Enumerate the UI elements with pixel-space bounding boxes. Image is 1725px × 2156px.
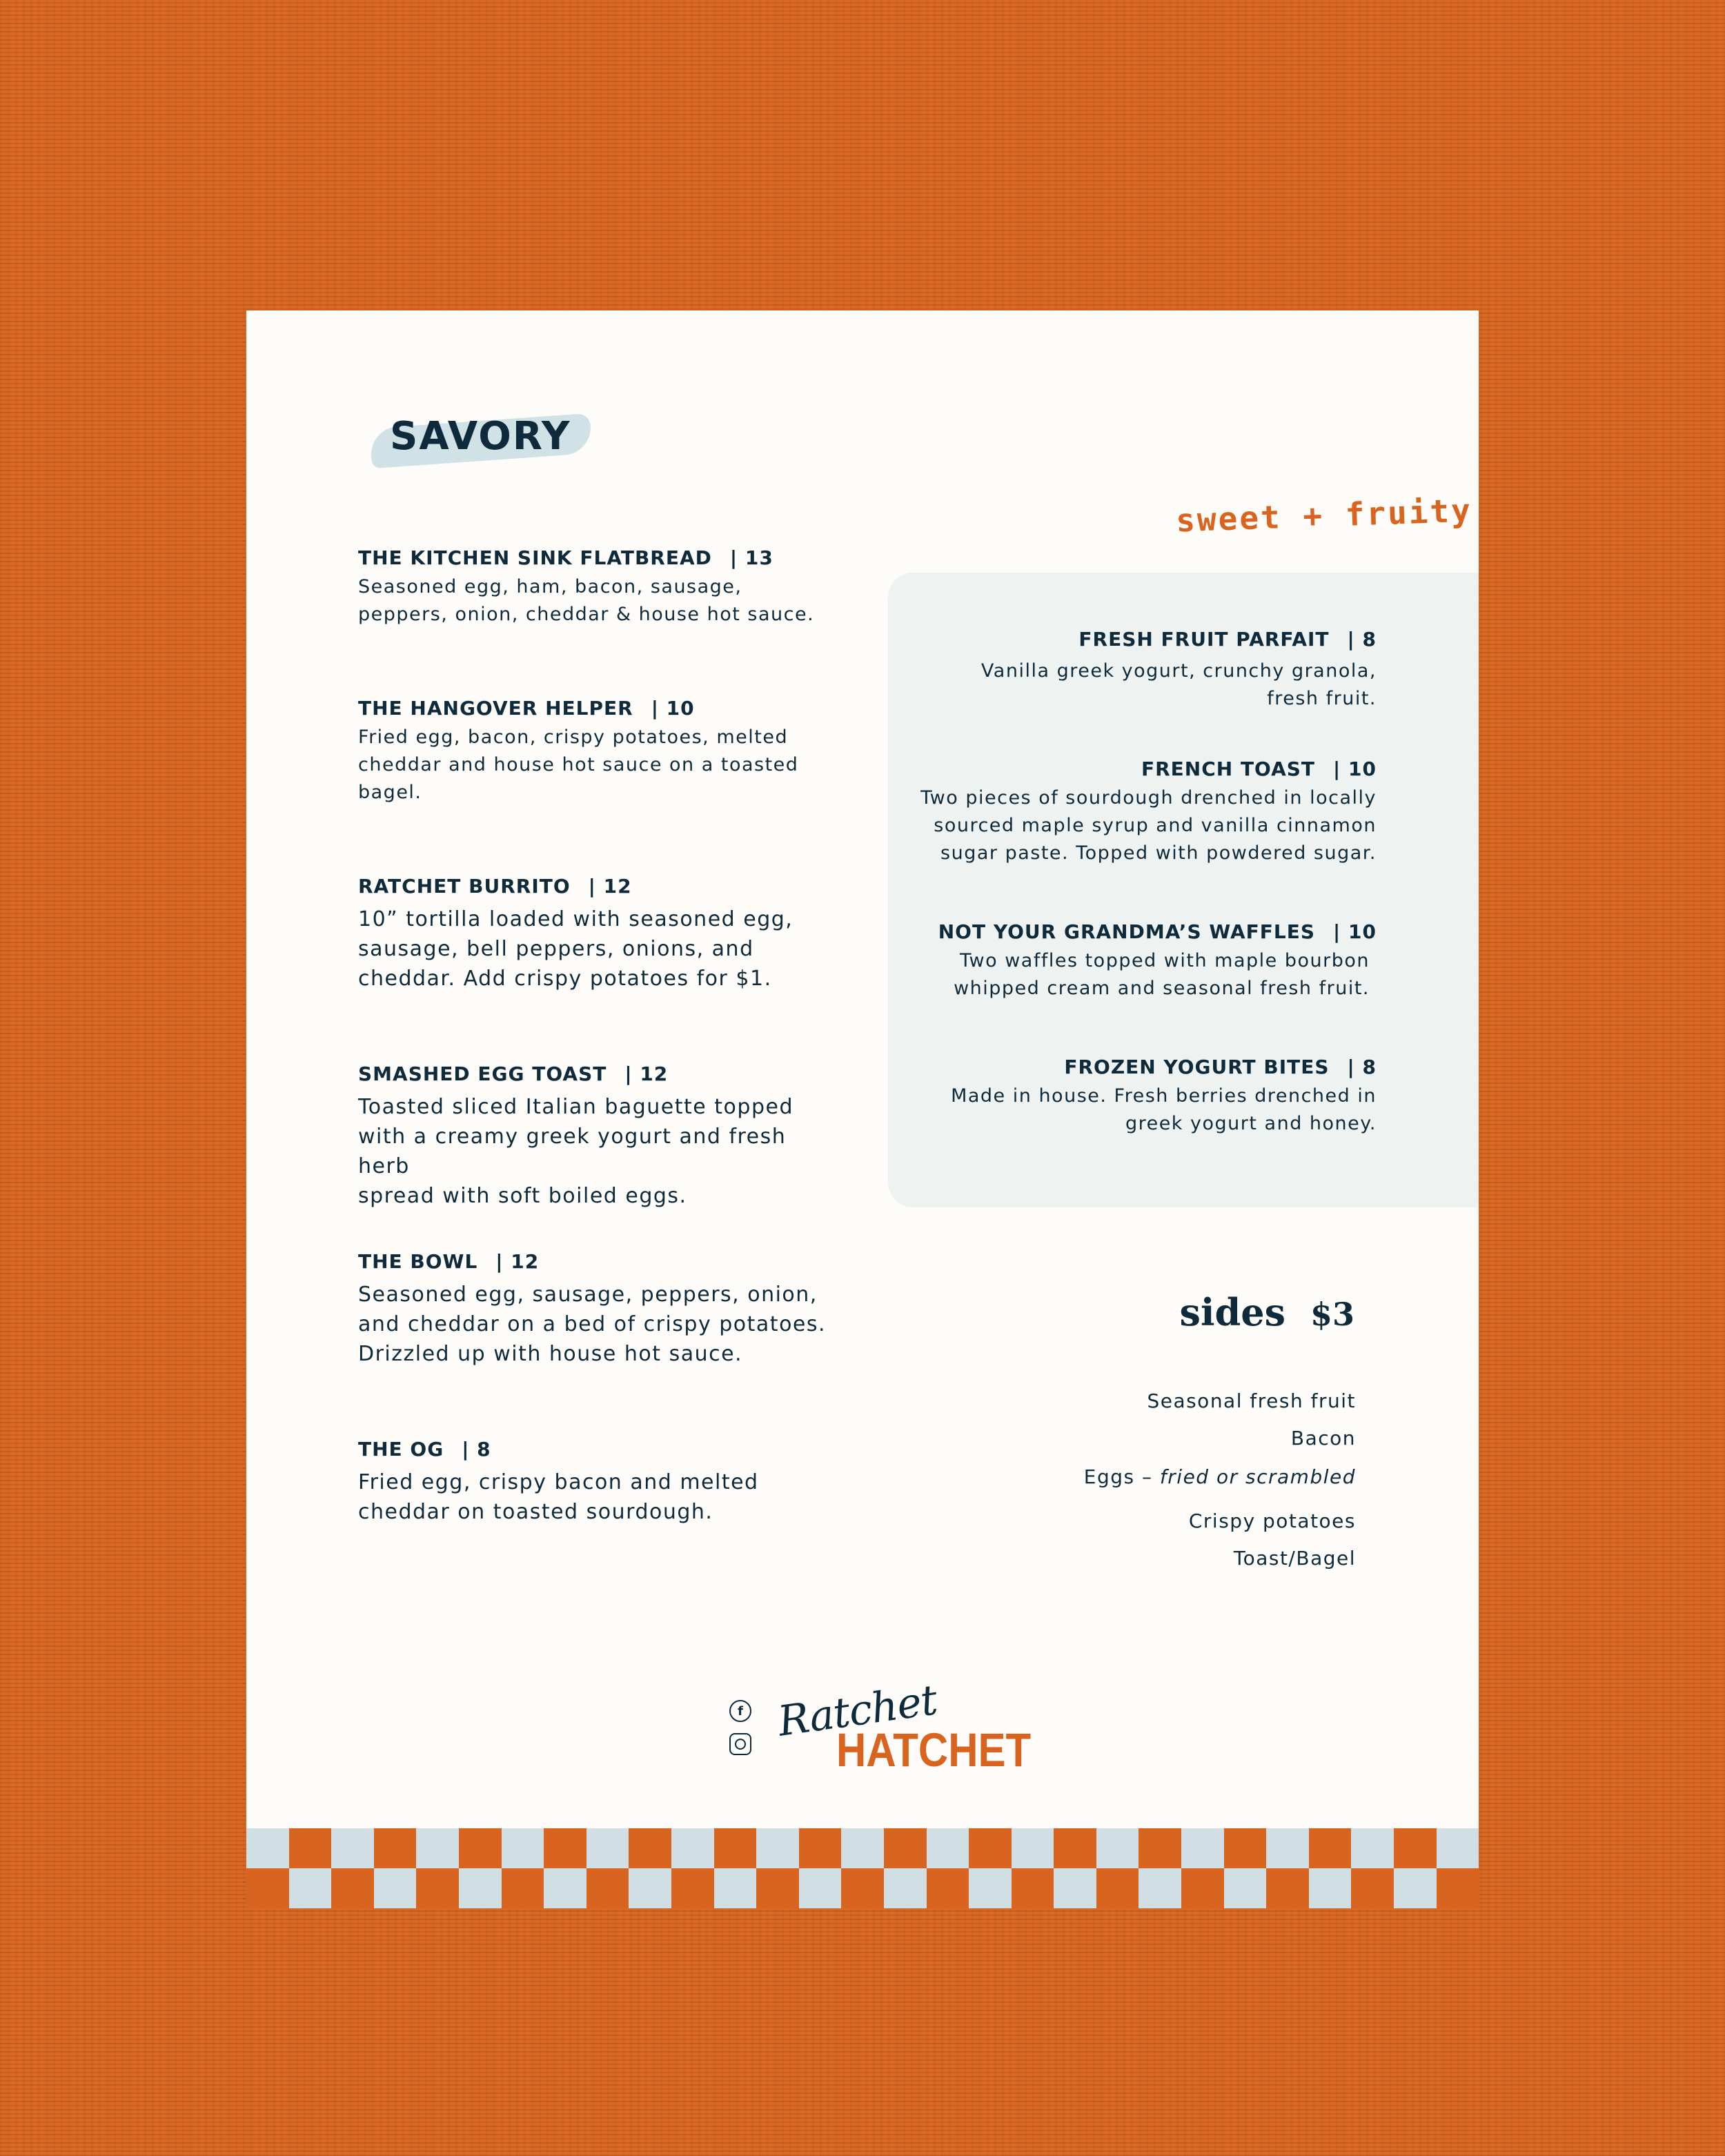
item-price: | 12 [495,1250,540,1273]
menu-item [894,758,1377,867]
sides-heading [1180,1290,1354,1334]
description-line: with a creamy greek yogurt and fresh herb [358,1125,787,1178]
facebook-icon[interactable]: f [729,1700,751,1722]
description-line: Two waffles topped with maple bourbon [959,950,1370,971]
item-title [358,546,841,569]
sides-price: $3 [1310,1296,1354,1333]
description-line: 10” tortilla loaded with seasoned egg, [358,907,793,931]
item-price: | 13 [729,546,773,569]
checker-cell [756,1828,799,1868]
description-line: sugar paste. Topped with powdered sugar. [940,842,1377,864]
checker-cell [927,1868,969,1908]
item-description [894,1082,1377,1138]
checker-cell [459,1868,502,1908]
item-price: | 10 [651,697,695,720]
checker-cell [1437,1828,1479,1868]
menu-item [894,920,1377,1002]
checker-cell [714,1868,757,1908]
checker-cell [289,1868,332,1908]
side-item-label: Eggs – [1083,1465,1160,1488]
menu-item [894,1056,1377,1138]
item-description [358,904,841,993]
checker-cell [374,1828,417,1868]
description-line: Vanilla greek yogurt, crunchy granola, [980,660,1377,682]
checker-cell [586,1828,629,1868]
checker-cell [1181,1868,1224,1908]
checker-cell [1266,1868,1309,1908]
item-title [894,758,1377,780]
checker-cell [1437,1868,1479,1908]
checker-cell [1012,1868,1054,1908]
checker-cell [1181,1828,1224,1868]
description-line: Made in house. Fresh berries drenched in [951,1085,1377,1107]
checker-cell [629,1828,671,1868]
logo-bold-text: HATCHET [836,1723,1032,1777]
checker-cell [586,1868,629,1908]
item-title [358,697,841,720]
item-title [894,628,1377,651]
menu-sheet [246,310,1479,1908]
item-name: THE OG [358,1438,444,1461]
item-title [894,1056,1377,1078]
checker-cell [1224,1868,1267,1908]
menu-item [358,1250,841,1369]
description-line: spread with soft boiled eggs. [358,1184,687,1208]
checker-cell [416,1868,459,1908]
checker-cell [1394,1828,1437,1868]
item-description [894,657,1377,713]
checker-cell [1054,1828,1096,1868]
checker-cell [374,1868,417,1908]
item-description [358,1280,841,1369]
checker-cell [1266,1828,1309,1868]
side-item [1084,1465,1356,1488]
checker-cell [927,1828,969,1868]
menu-item [358,697,841,807]
checker-cell [799,1828,842,1868]
checker-cell [756,1868,799,1908]
checker-cell [1012,1828,1054,1868]
instagram-icon[interactable] [729,1733,751,1755]
menu-item [358,875,841,993]
checker-cell [884,1828,927,1868]
description-line: Drizzled up with house hot sauce. [358,1342,743,1366]
item-price: | 12 [588,875,632,898]
checker-cell [884,1868,927,1908]
description-line: Fried egg, crispy bacon and melted [358,1470,759,1494]
checker-cell [1309,1868,1352,1908]
item-description [358,1467,841,1527]
checker-cell [1351,1868,1394,1908]
checker-cell [1224,1828,1267,1868]
side-item: Bacon [1290,1427,1356,1450]
description-line: fresh fruit. [1267,688,1377,709]
item-description [894,947,1377,1002]
checker-cell [841,1868,884,1908]
sides-title: sides [1179,1290,1285,1334]
checker-cell [246,1828,289,1868]
checker-cell [841,1828,884,1868]
description-line: Seasoned egg, sausage, peppers, onion, [358,1283,818,1307]
description-line: whipped cream and seasonal fresh fruit. [954,978,1370,999]
checker-cell [799,1868,842,1908]
description-line: sausage, bell peppers, onions, and [358,937,754,961]
checker-cell [459,1828,502,1868]
savory-heading: SAVORY [390,414,571,459]
item-price: | 12 [624,1062,669,1085]
item-price: | 10 [1333,758,1377,780]
description-line: and cheddar on a bed of crispy potatoes. [358,1312,827,1336]
checker-cell [1138,1828,1181,1868]
item-price: | 8 [1347,628,1377,651]
item-name: RATCHET BURRITO [358,875,571,898]
checker-cell [331,1868,374,1908]
logo-script-text: Ratchet [775,1676,940,1746]
checker-cell [502,1868,544,1908]
item-name: THE HANGOVER HELPER [358,697,633,720]
checker-cell [1351,1828,1394,1868]
description-line: cheddar and house hot sauce on a toasted [358,754,799,775]
item-name: FROZEN YOGURT BITES [1064,1056,1330,1078]
side-item: Crispy potatoes [1188,1510,1356,1532]
item-title [894,920,1377,943]
item-description [358,573,841,629]
checker-cell [1394,1868,1437,1908]
sweet-fruity-heading: sweet + fruity [1175,491,1473,540]
checker-cell [502,1828,544,1868]
description-line: Fried egg, bacon, crispy potatoes, melted [358,726,789,748]
item-name: FRESH FRUIT PARFAIT [1078,628,1330,651]
item-name: SMASHED EGG TOAST [358,1062,607,1085]
item-name: THE KITCHEN SINK FLATBREAD [358,546,712,569]
checker-cell [544,1868,586,1908]
item-price: | 10 [1333,920,1377,943]
checker-cell [246,1868,289,1908]
checker-cell [671,1868,714,1908]
checker-cell [671,1828,714,1868]
checker-cell [1138,1868,1181,1908]
item-title [358,1062,841,1085]
description-line: Seasoned egg, ham, bacon, sausage, [358,576,742,597]
item-description [358,724,841,807]
checkered-border [246,1828,1479,1908]
description-line: bagel. [358,782,422,803]
description-line: Toasted sliced Italian baguette topped [358,1095,793,1119]
menu-item [358,546,841,629]
description-line: peppers, onion, cheddar & house hot sauce. [358,604,815,625]
description-line: sourced maple syrup and vanilla cinnamon [934,815,1377,836]
menu-item [894,628,1377,713]
checker-cell [969,1868,1012,1908]
checker-cell [969,1828,1012,1868]
item-price: | 8 [462,1438,491,1461]
item-price: | 8 [1347,1056,1377,1078]
checker-cell [714,1828,757,1868]
checker-cell [331,1828,374,1868]
menu-item [358,1062,841,1211]
side-item-note: fried or scrambled [1159,1465,1356,1488]
description-line: Two pieces of sourdough drenched in locally [920,787,1377,809]
menu-item [358,1438,841,1527]
side-item: Seasonal fresh fruit [1147,1389,1356,1412]
item-name: THE BOWL [358,1250,478,1273]
social-links [729,1700,753,1766]
item-title [358,1250,841,1273]
description-line: greek yogurt and honey. [1125,1113,1377,1134]
item-description [894,784,1377,867]
checker-cell [1054,1868,1096,1908]
description-line: cheddar. Add crispy potatoes for $1. [358,967,772,991]
item-title [358,875,841,898]
checker-cell [416,1828,459,1868]
item-description [358,1092,841,1211]
checker-cell [1309,1828,1352,1868]
checker-cell [544,1828,586,1868]
checker-row [246,1828,1479,1868]
checker-cell [1096,1828,1139,1868]
item-name: NOT YOUR GRANDMA’S WAFFLES [938,920,1316,943]
checker-row [246,1868,1479,1908]
item-title [358,1438,841,1461]
checker-cell [289,1828,332,1868]
checker-cell [629,1868,671,1908]
item-name: FRENCH TOAST [1141,758,1316,780]
checker-cell [1096,1868,1139,1908]
side-item: Toast/Bagel [1233,1547,1356,1570]
description-line: cheddar on toasted sourdough. [358,1500,713,1524]
